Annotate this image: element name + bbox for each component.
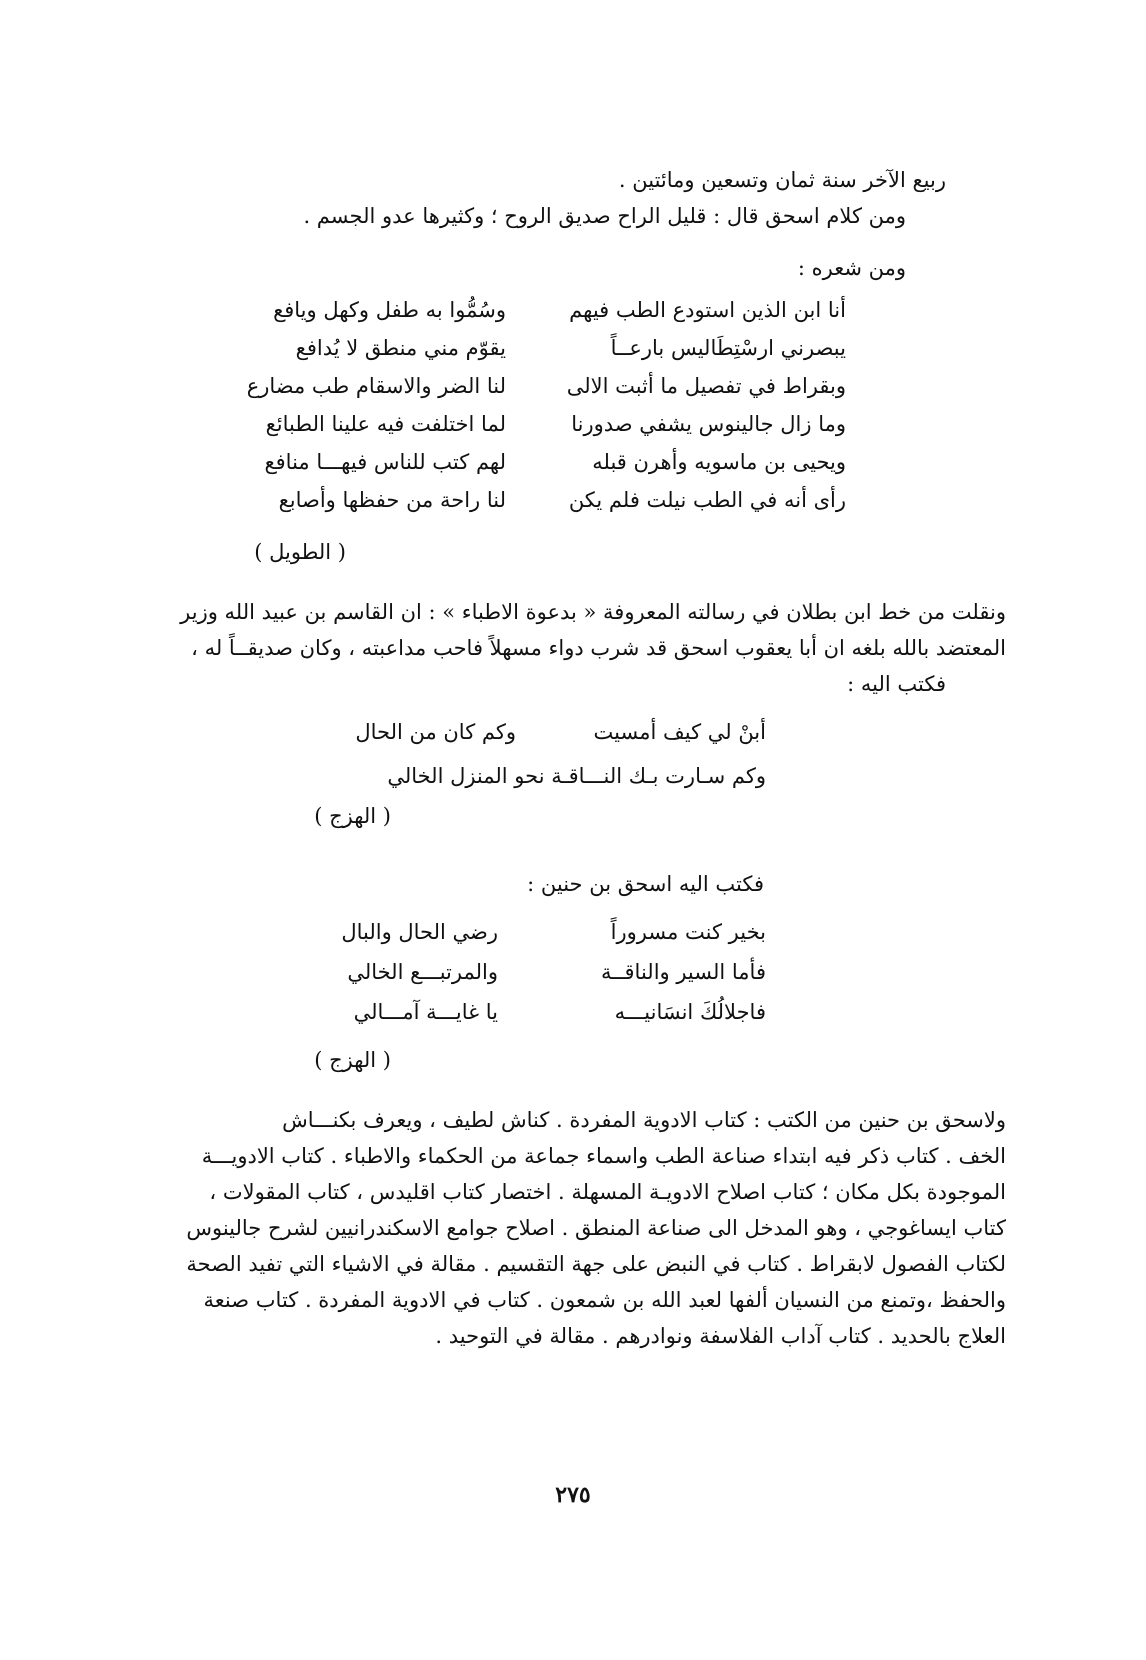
poem3-verse-1-second: رضي الحال والبال <box>341 920 498 944</box>
poem2-line-2: وكم سـارت بـك النـــاقـة نحو المنزل الخالي <box>387 764 766 788</box>
books-line-5: لكتاب الفصول لابقراط . كتاب في النبض على جهة التقسيم . مقالة في الاشياء التي تفيد الصحة <box>186 1252 1006 1276</box>
reply-intro: فكتب اليه اسحق بن حنين : <box>527 872 764 896</box>
para2-line-3: فكتب اليه : <box>847 672 946 696</box>
books-line-2: الخف . كتاب ذكر فيه ابتداء صناعة الطب واسماء جماعة من الحكماء والاطباء . كتاب الادويـــة <box>201 1144 1006 1168</box>
books-line-7: العلاج بالحديد . كتاب آداب الفلاسفة ونوادرهم . مقالة في التوحيد . <box>435 1324 1006 1348</box>
meter-label-1: ( الطويل ) <box>254 540 346 564</box>
verse-5-second: لهم كتب للناس فيهـــا منافع <box>264 450 506 474</box>
para2-line-2: المعتضد بالله بلغه ان أبا يعقوب اسحق قد شرب دواء مسهلاً فاحب مداعبته ، وكان صديقــاً له ، <box>191 636 1006 660</box>
para2-line-1: ونقلت من خط ابن بطلان في رسالته المعروفة « بدعوة الاطباء » : ان القاسم بن عبيد الله وزير <box>180 600 1006 624</box>
verse-6-second: لنا راحة من حفظها وأصابع <box>278 488 506 512</box>
poem2-line1-second: وكم كان من الحال <box>355 720 516 744</box>
poem3-verse-3-second: يا غايـــة آمـــالي <box>353 1000 498 1024</box>
poem3-verse-3-first: فاجلالُكَ انسَانيـــه <box>614 1000 766 1024</box>
books-line-3: الموجودة بكل مكان ؛ كتاب اصلاح الادويـة المسهلة . اختصار كتاب اقليدس ، كتاب المقولات ، <box>209 1180 1006 1204</box>
verse-1-first: أنا ابن الذين استودع الطب فيهم <box>569 298 846 322</box>
intro-line-1: ربيع الآخر سنة ثمان وتسعين ومائتين . <box>618 168 946 192</box>
verse-4-second: لما اختلفت فيه علينا الطبائع <box>265 412 506 436</box>
verse-4-first: وما زال جالينوس يشفي صدورنا <box>571 412 846 436</box>
books-line-6: والحفظ ،وتمنع من النسيان ألفها لعبد الله بن شمعون . كتاب في الادوية المفردة . كتاب صنعة <box>203 1288 1006 1312</box>
meter-label-2: ( الهزج ) <box>314 804 391 828</box>
poem-intro: ومن شعره : <box>797 256 906 280</box>
poem3-verse-1-first: بخير كنت مسروراً <box>610 920 766 944</box>
verse-2-first: يبصرني ارسْتِطَاليس بارعــاً <box>610 336 846 360</box>
verse-3-first: وبقراط في تفصيل ما أثبت الالى <box>566 374 846 398</box>
meter-label-3: ( الهزج ) <box>314 1048 391 1072</box>
poem2-line1-first: أبنْ لي كيف أمسيت <box>593 720 766 744</box>
books-line-1: ولاسحق بن حنين من الكتب : كتاب الادوية المفردة . كناش لطيف ، ويعرف بكنـــاش <box>282 1108 1006 1132</box>
verse-1-second: وسُمُّوا به طفل وكهل ويافع <box>273 298 506 322</box>
page-number: ٢٧٥ <box>555 1482 591 1508</box>
poem3-verse-2-second: والمرتبـــع الخالي <box>347 960 498 984</box>
verse-6-first: رأى أنه في الطب نيلت فلم يكن <box>568 488 846 512</box>
verse-5-first: ويحيى بن ماسويه وأهرن قبله <box>592 450 846 474</box>
books-line-4: كتاب ايساغوجي ، وهو المدخل الى صناعة المنطق . اصلاح جوامع الاسكندرانيين لشرح جالينوس <box>186 1216 1006 1240</box>
verse-3-second: لنا الضر والاسقام طب مضارع <box>246 374 506 398</box>
intro-line-2: ومن كلام اسحق قال : قليل الراح صديق الروح ؛ وكثيرها عدو الجسم . <box>303 204 906 228</box>
verse-2-second: يقوّم مني منطق لا يُدافع <box>295 336 506 360</box>
poem3-verse-2-first: فأما السير والناقــة <box>600 960 766 984</box>
poem-1 <box>0 292 1146 532</box>
